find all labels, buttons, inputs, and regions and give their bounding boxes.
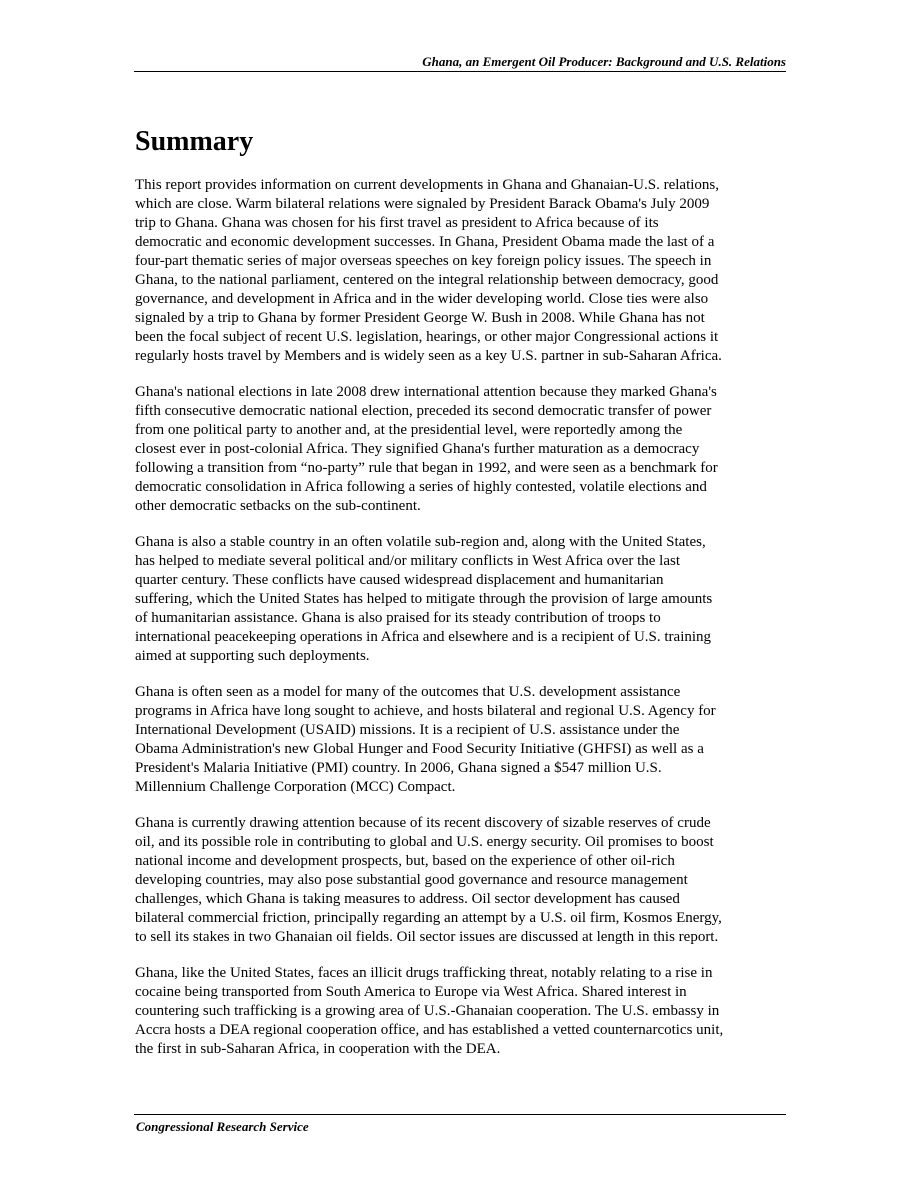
summary-paragraph bbox=[135, 383, 791, 516]
paragraph-line: suffering, which the United States has helped to mitigate through the provision of large amounts bbox=[135, 591, 713, 607]
paragraph-line: Ghana, to the national parliament, centered on the integral relationship between democracy, good bbox=[135, 272, 719, 288]
running-header: Ghana, an Emergent Oil Producer: Background and U.S. Relations bbox=[422, 54, 786, 69]
paragraph-line: cocaine being transported from South America to Europe via West Africa. Shared interest in bbox=[135, 984, 687, 1000]
paragraph-line: Millennium Challenge Corporation (MCC) Compact. bbox=[135, 779, 456, 795]
paragraph-line: President's Malaria Initiative (PMI) country. In 2006, Ghana signed a $547 million U.S. bbox=[135, 760, 662, 776]
paragraph-line: Ghana, like the United States, faces an illicit drugs trafficking threat, notably relating to a rise in bbox=[135, 965, 713, 981]
paragraph-line: aimed at supporting such deployments. bbox=[135, 648, 370, 664]
paragraph-line: been the focal subject of recent U.S. legislation, hearings, or other major Congressional actions it bbox=[135, 329, 719, 345]
summary-paragraph bbox=[135, 964, 791, 1059]
paragraph-line: Ghana is also a stable country in an often volatile sub-region and, along with the United States, bbox=[135, 534, 706, 550]
paragraph-line: challenges, which Ghana is taking measures to address. Oil sector development has caused bbox=[135, 891, 680, 907]
paragraph-line: governance, and development in Africa and in the wider developing world. Close ties were also bbox=[135, 291, 709, 307]
paragraph-line: international peacekeeping operations in Africa and elsewhere and is a recipient of U.S. training bbox=[135, 629, 712, 645]
summary-paragraph bbox=[135, 176, 791, 366]
paragraph-line: to sell its stakes in two Ghanaian oil fields. Oil sector issues are discussed at length in this report. bbox=[135, 929, 719, 945]
paragraph-line: national income and development prospects, but, based on the experience of other oil-rich bbox=[135, 853, 675, 869]
paragraph-line: Ghana's national elections in late 2008 drew international attention because they marked Ghana's bbox=[135, 384, 717, 400]
summary-paragraph bbox=[135, 814, 791, 947]
paragraph-line: democratic and economic development successes. In Ghana, President Obama made the last of a bbox=[135, 234, 715, 250]
paragraph-line: oil, and its possible role in contributing to global and U.S. energy security. Oil promises to boost bbox=[135, 834, 714, 850]
paragraph-line: has helped to mediate several political and/or military conflicts in West Africa over the last bbox=[135, 553, 681, 569]
paragraph-line: from one political party to another and, at the presidential level, were reportedly among the bbox=[135, 422, 683, 438]
paragraph-line: fifth consecutive democratic national election, preceded its second democratic transfer of power bbox=[135, 403, 712, 419]
paragraph-line: the first in sub-Saharan Africa, in cooperation with the DEA. bbox=[135, 1041, 501, 1057]
paragraph-line: signaled by a trip to Ghana by former President George W. Bush in 2008. While Ghana has not bbox=[135, 310, 705, 326]
paragraph-line: Ghana is often seen as a model for many of the outcomes that U.S. development assistance bbox=[135, 684, 681, 700]
paragraph-line: This report provides information on current developments in Ghana and Ghanaian-U.S. relations, bbox=[135, 177, 720, 193]
paragraph-line: following a transition from “no-party” rule that began in 1992, and were seen as a benchmark for bbox=[135, 460, 718, 476]
paragraph-line: closest ever in post-colonial Africa. They signified Ghana's further maturation as a democracy bbox=[135, 441, 700, 457]
paragraph-line: quarter century. These conflicts have caused widespread displacement and humanitarian bbox=[135, 572, 664, 588]
paragraph-line: Obama Administration's new Global Hunger and Food Security Initiative (GHFSI) as well as a bbox=[135, 741, 704, 757]
paragraph-line: of humanitarian assistance. Ghana is also praised for its steady contribution of troops to bbox=[135, 610, 661, 626]
paragraph-line: which are close. Warm bilateral relations were signaled by President Barack Obama's July 2009 bbox=[135, 196, 710, 212]
page-title: Summary bbox=[135, 126, 254, 157]
summary-paragraph bbox=[135, 533, 791, 666]
summary-body bbox=[135, 176, 791, 1076]
summary-paragraph bbox=[135, 683, 791, 797]
footer-divider bbox=[134, 1114, 786, 1115]
running-footer: Congressional Research Service bbox=[136, 1119, 309, 1134]
paragraph-line: bilateral commercial friction, principally regarding an attempt by a U.S. oil firm, Kosmos Energy, bbox=[135, 910, 722, 926]
paragraph-line: Accra hosts a DEA regional cooperation office, and has established a vetted counternarcotics unit, bbox=[135, 1022, 724, 1038]
paragraph-line: International Development (USAID) missions. It is a recipient of U.S. assistance under the bbox=[135, 722, 680, 738]
paragraph-line: programs in Africa have long sought to achieve, and hosts bilateral and regional U.S. Agency for bbox=[135, 703, 716, 719]
paragraph-line: trip to Ghana. Ghana was chosen for his first travel as president to Africa because of its bbox=[135, 215, 659, 231]
paragraph-line: Ghana is currently drawing attention because of its recent discovery of sizable reserves of crude bbox=[135, 815, 711, 831]
paragraph-line: regularly hosts travel by Members and is widely seen as a key U.S. partner in sub-Saharan Africa. bbox=[135, 348, 722, 364]
paragraph-line: developing countries, may also pose substantial good governance and resource management bbox=[135, 872, 688, 888]
paragraph-line: four-part thematic series of major overseas speeches on key foreign policy issues. The speech in bbox=[135, 253, 712, 269]
paragraph-line: other democratic setbacks on the sub-continent. bbox=[135, 498, 421, 514]
header-divider bbox=[134, 71, 786, 72]
paragraph-line: countering such trafficking is a growing area of U.S.-Ghanaian cooperation. The U.S. embassy in bbox=[135, 1003, 720, 1019]
paragraph-line: democratic consolidation in Africa following a series of highly contested, volatile elections and bbox=[135, 479, 707, 495]
